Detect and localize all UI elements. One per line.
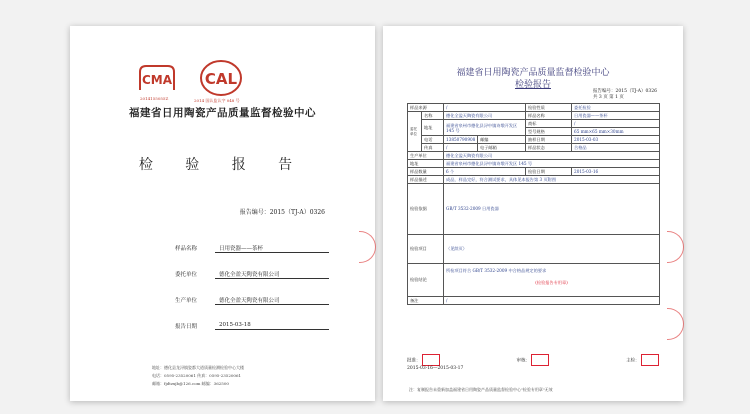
table-row: 地址 福建省泉州市德化县浔中镇诗墩开发区 145 号 商标 /	[408, 120, 660, 128]
field-row	[175, 322, 329, 330]
table-row: 样品来源 / 检验性质 委托检验	[408, 104, 660, 112]
cma-caption: 2014155055Z	[140, 96, 169, 101]
institution-title: 福建省日用陶瓷产品质量监督检验中心	[129, 107, 316, 119]
conclusion-text: 所检项目符合 GB/T 3532-2009 中合格品规定的要求	[446, 268, 547, 273]
field-row	[175, 296, 329, 305]
table-row: 电话 13850790908 邮编 抽样日期 2015-03-03	[408, 136, 660, 144]
report-cover-page	[70, 26, 375, 401]
cal-caption: 2014 国认监认字 048 号	[194, 98, 240, 103]
detail-report-number	[593, 89, 657, 101]
maker-label: 主检：	[626, 354, 659, 366]
field-row	[175, 244, 329, 253]
field-label: 报告日期	[175, 324, 198, 330]
table-row: 生产单位 德化全盈天陶瓷有限公司	[408, 152, 660, 160]
table-row: 样品描述 成品，样品完好，符合测试要求，具体见本报告第 3 页附图	[408, 176, 660, 184]
report-detail-page	[383, 26, 683, 401]
cal-logo-icon	[196, 58, 246, 98]
report-number: 报告编号：2015（TJ-A）0326	[593, 89, 657, 94]
report-title: 检 验 报 告	[138, 157, 307, 173]
cma-logo-icon	[134, 62, 180, 94]
field-value: 德化全盈天陶瓷有限公司	[215, 296, 329, 305]
table-row: 检验结论 所检项目符合 GB/T 3532-2009 中合格品规定的要求 (检验报告专用章)	[408, 264, 660, 297]
field-label: 样品名称	[175, 246, 198, 252]
footer-address: 地址：德化县龙浔镇瓷都大道质量检测检验中心大楼	[152, 365, 244, 370]
inspection-seal: (检验报告专用章)	[535, 280, 568, 285]
field-row	[175, 270, 329, 279]
field-value: 2015-03-18	[215, 322, 329, 330]
table-row: 传真 / 电子邮箱 样品状态 合格品	[408, 144, 660, 152]
approver-label: 批准：	[407, 354, 440, 366]
signature-row	[407, 354, 659, 366]
seal-edge-icon	[667, 231, 684, 263]
table-row: 备注 /	[408, 297, 660, 305]
detail-title: 福建省日用陶瓷产品质量监督检验中心	[456, 68, 610, 78]
reviewer-label: 审核：	[517, 354, 550, 366]
copy-note: 注：复制报告未重新加盖福建省日用陶瓷产品质量监督检验中心"检验专用章"无效	[409, 387, 553, 392]
page-indicator: 共 3 页 第 1 页	[593, 95, 624, 100]
maker-seal-icon	[641, 354, 659, 366]
field-value: 日用瓷器——茶杯	[215, 244, 329, 253]
table-row: 委托单位 名称 德化全盈天陶瓷有限公司 样品名称 日用瓷器——茶杯	[408, 112, 660, 120]
field-label: 生产单位	[175, 298, 198, 304]
detail-subtitle: 检验报告	[514, 80, 551, 90]
inspection-dates: 2015-03-16—2015-03-17	[407, 366, 464, 371]
field-value: 德化全盈天陶瓷有限公司	[215, 270, 329, 279]
approver-seal-icon	[422, 354, 440, 366]
table-row: 样品数量 6 个 检验日期 2015-03-16	[408, 168, 660, 176]
footer-phone: 电话：0595-23520061 传真：0595-23520061	[152, 373, 242, 378]
footer-email: 邮箱：fjdtzxjb@126.com 邮编：362500	[152, 381, 229, 386]
table-row: 地址 福建省泉州市德化县浔中镇诗墩开发区 145 号	[408, 160, 660, 168]
table-row: 型号规格 65 mm×65 mm×30mm	[408, 128, 660, 136]
inspection-table	[407, 103, 660, 305]
seal-edge-icon	[667, 308, 684, 340]
table-row: 检验项目 （见续页）	[408, 235, 660, 264]
table-row: 检验依据 GB/T 3532-2009 日用瓷器	[408, 184, 660, 235]
svg-text:CMA: CMA	[141, 73, 173, 87]
reviewer-seal-icon	[531, 354, 549, 366]
seal-edge-icon	[359, 231, 376, 263]
field-label: 委托单位	[175, 272, 198, 278]
report-number: 报告编号：2015（TJ-A）0326	[239, 209, 325, 216]
svg-text:CAL: CAL	[204, 70, 238, 88]
